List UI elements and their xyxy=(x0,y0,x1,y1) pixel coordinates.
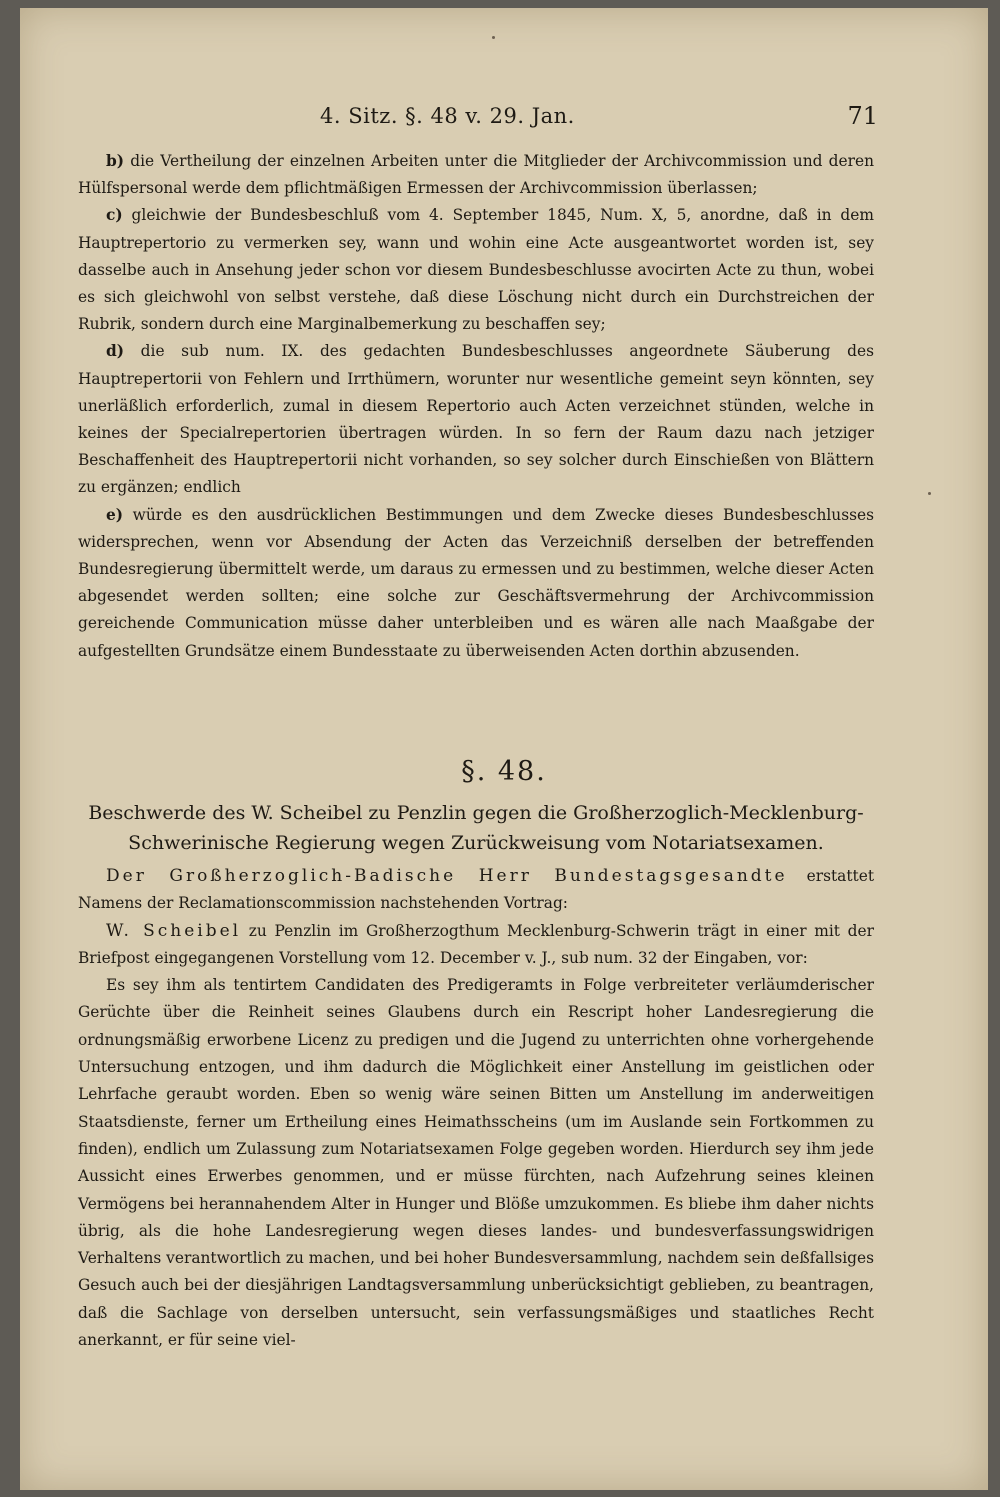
list-item-c xyxy=(78,202,874,338)
item-label: c) xyxy=(106,206,123,225)
section-body xyxy=(78,863,874,1354)
paper-speck xyxy=(928,492,931,495)
decision-list xyxy=(78,148,874,665)
item-text: würde es den ausdrücklichen Bestimmungen und dem Zwecke dieses Bundesbeschlusses widersprechen, wenn vor Absendung der Acten das Verzeichniß derselben der betreffenden Bundesregierung übermittelt werde, um daraus zu ermessen und zu bestimmen, welche dieser Acten abgesendet werden sollten; eine solche zur Geschäftsvermehrung der Archivcommission gereichende Communication müsse daher unterbleiben und es wären alle nach Maaßgabe der aufgestellten Grundsätze einem Bundesstaate zu überweisenden Acten dorthin abzusenden. xyxy=(78,505,874,660)
item-label: d) xyxy=(106,342,125,361)
page-header xyxy=(20,102,988,142)
item-text: die Vertheilung der einzelnen Arbeiten unter die Mitglieder der Archivcommission und deren Hülfspersonal werde dem pflichtmäßigen Ermessen der Archivcommission überlassen; xyxy=(78,152,874,198)
paper-speck xyxy=(492,36,495,39)
item-label: b) xyxy=(106,152,125,170)
intro-paragraph xyxy=(78,863,874,918)
list-item-e xyxy=(78,502,874,665)
paragraph xyxy=(78,918,874,973)
intro-text: erstattet Namens der Reclamationscommission nachstehenden Vortrag: xyxy=(78,867,875,913)
running-head: 4. Sitz. §. 48 v. 29. Jan. xyxy=(320,104,575,128)
item-text: die sub num. IX. des gedachten Bundesbeschlusses angeordnete Säuberung des Hauptrepertorii von Fehlern und Irrthümern, worunter nur wesentliche gemeint seyn könnten, sey unerläßlich erforderlich, zumal in diesem Repertorio auch Acten verzeichnet stünden, welche in keines der Specialrepertorien übertragen würden. In so fern der Raum dazu nach jetziger Beschaffenheit des Hauptrepertorii nicht vorhanden, so sey solcher durch Einschießen von Blättern zu ergänzen; endlich xyxy=(78,342,874,497)
page-number: 71 xyxy=(847,102,878,130)
list-item-b xyxy=(78,148,874,202)
section-title: Beschwerde des W. Scheibel zu Penzlin gegen die Großherzoglich-Mecklenburg-Schwerinische Regierung wegen Zurückweisung vom Notariatsexamen. xyxy=(88,802,864,854)
petitioner-name: W. Scheibel xyxy=(106,920,242,941)
paragraph-text: zu Penzlin im Großherzogthum Mecklenburg-Schwerin trägt in einer mit der Briefpost eingegangenen Vorstellung vom 12. December v. J., sub num. 32 der Eingaben, vor: xyxy=(78,921,874,967)
section-number: §. 48. xyxy=(461,756,547,787)
paragraph: Es sey ihm als tentirtem Candidaten des Predigeramts in Folge verbreiteter verläumderischer Gerüchte über die Reinheit seines Glaubens durch ein Rescript hoher Landesregierung die ordnungsmäßig erworbene Licenz zu predigen und die Jugend zu unterrichten ohne vorhergehende Untersuchung entzogen, und ihm dadurch die Möglichkeit einer Anstellung im geistlichen oder Lehrfache geraubt worden. Eben so wenig wäre seinen Bitten um Anstellung im anderweitigen Staatsdienste, ferner um Ertheilung eines Heimathsscheins (um im Auslande sein Fortkommen zu finden), endlich um Zulassung zum Notariatsexamen Folge gegeben worden. Hierdurch sey ihm jede Aussicht eines Erwerbes genommen, und er müsse fürchten, nach Aufzehrung seines kleinen Vermögens bei herannahendem Alter in Hunger und Blöße umzukommen. Es bliebe ihm daher nichts übrig, als die hohe Landesregierung wegen dieses landes- und bundesverfassungswidrigen Verhaltens verantwortlich zu machen, und bei hoher Bundesversammlung, nachdem sein deßfallsiges Gesuch auch bei der diesjährigen Landtagsversammlung unberücksichtigt geblieben, zu beantragen, daß die Sachlage von derselben untersucht, sein verfassungsmäßiges und staatliches Recht anerkannt, er für seine viel- xyxy=(78,976,874,1350)
list-item-d xyxy=(78,338,874,501)
item-label: e) xyxy=(106,505,124,524)
item-text: gleichwie der Bundesbeschluß vom 4. September 1845, Num. X, 5, anordne, daß in dem Hauptrepertorio zu vermerken sey, wann und wohin eine Acte ausgeantwortet worden ist, sey dasselbe auch in Ansehung jeder schon vor diesem Bundesbeschlusse avocirten Acte zu thun, wobei es sich gleichwohl von selbst verstehe, daß diese Löschung nicht durch ein Durchstreichen der Rubrik, sondern durch eine Marginalbemerkung zu beschaffen sey; xyxy=(78,206,874,334)
book-page xyxy=(20,8,988,1490)
speaker-name: Der Großherzoglich-Badische Herr Bundestagsgesandte xyxy=(106,866,788,886)
